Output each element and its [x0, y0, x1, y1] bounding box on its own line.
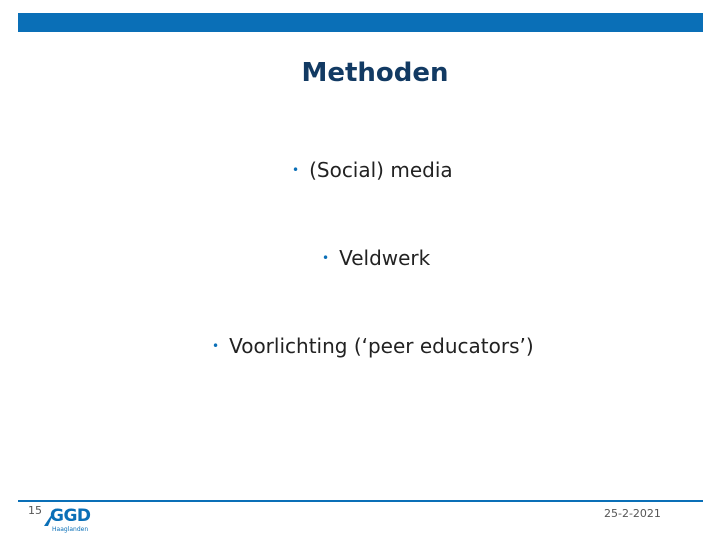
bullet-text: Voorlichting (‘peer educators’)	[229, 334, 534, 358]
slide-title: Methoden	[301, 58, 449, 88]
bullet-icon: •	[212, 339, 220, 353]
bullet-text: (Social) media	[309, 158, 453, 182]
header-bar	[18, 13, 703, 32]
logo-subtext: Haaglanden	[52, 526, 89, 533]
bullet-item	[292, 158, 453, 182]
slide-date: 25-2-2021	[604, 507, 661, 520]
bullet-icon: •	[292, 163, 300, 177]
page-number: 15	[28, 504, 42, 517]
bullet-item	[322, 246, 430, 270]
logo-text: GGD	[50, 506, 91, 526]
bullet-text: Veldwerk	[339, 246, 431, 270]
ggd-logo	[40, 506, 112, 536]
footer-divider	[18, 500, 703, 502]
bullet-item	[212, 334, 534, 358]
bullet-icon: •	[322, 251, 330, 265]
